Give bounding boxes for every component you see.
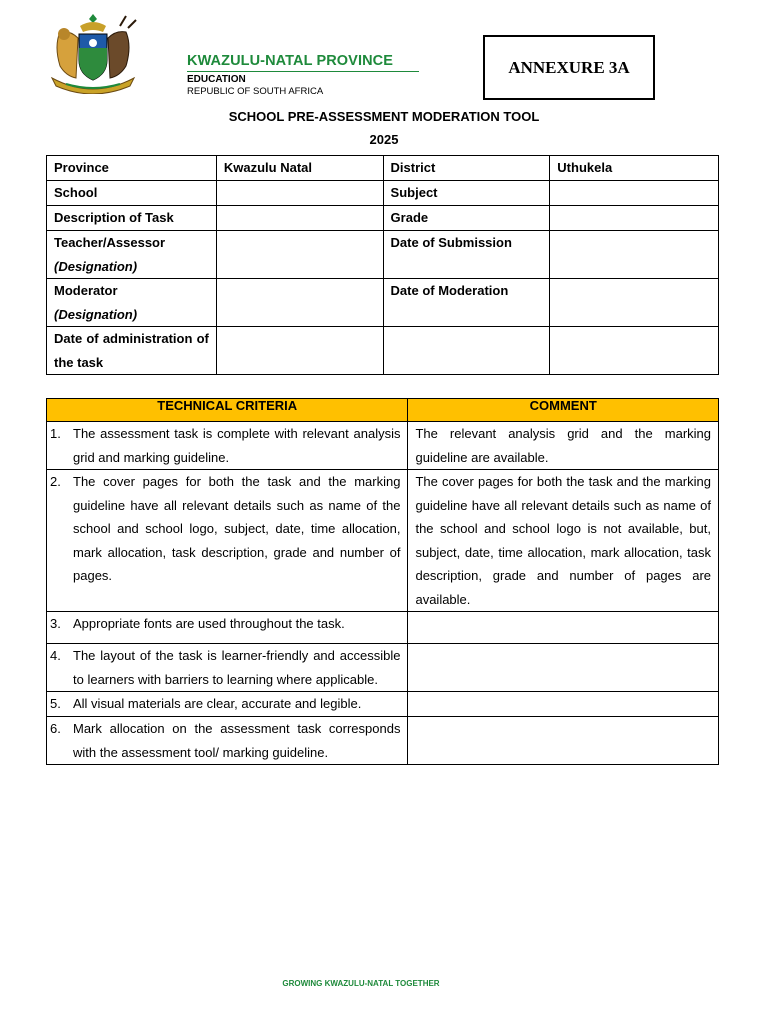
province-label: Province xyxy=(47,156,217,181)
logo-divider xyxy=(187,71,419,72)
criterion-number: 6. xyxy=(50,721,61,736)
logo-province-text: KWAZULU-NATAL PROVINCE xyxy=(187,53,393,69)
comment-cell[interactable] xyxy=(408,717,719,765)
empty-cell xyxy=(550,327,719,375)
grade-field[interactable] xyxy=(550,206,719,231)
moderator-label: Moderator xyxy=(54,283,118,298)
moderator-designation-label: (Designation) xyxy=(54,306,138,322)
technical-criteria-header: TECHNICAL CRITERIA xyxy=(47,399,408,422)
criterion-text: Appropriate fonts are used throughout the task. xyxy=(73,616,345,631)
table-row xyxy=(47,612,719,644)
criterion-text: Mark allocation on the assessment task corresponds with the assessment tool/ marking guideline. xyxy=(73,721,401,760)
teacher-designation-label: (Designation) xyxy=(54,258,138,274)
criterion-text: All visual materials are clear, accurate and legible. xyxy=(73,696,362,711)
administration-date-field[interactable] xyxy=(216,327,383,375)
district-value: Uthukela xyxy=(550,156,719,181)
task-description-label: Description of Task xyxy=(47,206,217,231)
logo-department-text: EDUCATION xyxy=(187,74,246,85)
table-row xyxy=(47,717,719,765)
table-row xyxy=(47,470,719,612)
footer-slogan: GROWING KWAZULU-NATAL TOGETHER xyxy=(282,979,440,988)
subject-field[interactable] xyxy=(550,181,719,206)
school-field[interactable] xyxy=(216,181,383,206)
criterion-text: The cover pages for both the task and the marking guideline have all relevant details such as name of the school and school logo, subject, date, time allocation, mark allocation, task description, grade and number of pages. xyxy=(73,474,401,583)
teacher-field[interactable] xyxy=(216,231,383,279)
table-row xyxy=(47,644,719,692)
criteria-table xyxy=(46,398,719,765)
moderator-field[interactable] xyxy=(216,279,383,327)
district-label: District xyxy=(383,156,550,181)
logo-country-text: REPUBLIC OF SOUTH AFRICA xyxy=(187,86,324,97)
moderator-label-cell xyxy=(47,279,217,327)
table-row xyxy=(47,422,719,470)
subject-label: Subject xyxy=(383,181,550,206)
school-label: School xyxy=(47,181,217,206)
comment-cell[interactable]: The cover pages for both the task and the marking guideline have all relevant details such as name of the school and school logo is not available, but, subject, date, time allocation, mark allocation, task description, grade and number of pages are available. xyxy=(408,470,719,612)
criterion-number: 4. xyxy=(50,648,61,663)
comment-cell[interactable] xyxy=(408,612,719,644)
comment-header: COMMENT xyxy=(408,399,719,422)
coat-of-arms-icon xyxy=(46,12,141,94)
info-table xyxy=(46,155,719,375)
criterion-text: The assessment task is complete with relevant analysis grid and marking guideline. xyxy=(73,426,401,465)
comment-cell[interactable]: The relevant analysis grid and the marking guideline are available. xyxy=(408,422,719,470)
moderation-date-label: Date of Moderation xyxy=(383,279,550,327)
annexure-box: ANNEXURE 3A xyxy=(483,35,655,100)
criterion-number: 3. xyxy=(50,616,61,631)
teacher-label: Teacher/Assessor xyxy=(54,235,166,250)
administration-date-label: Date of administration of the task xyxy=(47,327,217,375)
document-year: 2025 xyxy=(369,132,399,147)
province-value: Kwazulu Natal xyxy=(216,156,383,181)
criterion-number: 5. xyxy=(50,696,61,711)
kzn-education-logo xyxy=(46,12,393,97)
criterion-number: 1. xyxy=(50,426,61,441)
comment-cell[interactable] xyxy=(408,692,719,717)
moderation-date-field[interactable] xyxy=(550,279,719,327)
table-row xyxy=(47,692,719,717)
criterion-number: 2. xyxy=(50,474,61,489)
submission-date-label: Date of Submission xyxy=(383,231,550,279)
submission-date-field[interactable] xyxy=(550,231,719,279)
grade-label: Grade xyxy=(383,206,550,231)
empty-cell xyxy=(383,327,550,375)
task-description-field[interactable] xyxy=(216,206,383,231)
criterion-text: The layout of the task is learner-friendly and accessible to learners with barriers to learning where applicable. xyxy=(73,648,401,687)
comment-cell[interactable] xyxy=(408,644,719,692)
document-title: SCHOOL PRE-ASSESSMENT MODERATION TOOL xyxy=(228,109,540,124)
teacher-label-cell xyxy=(47,231,217,279)
